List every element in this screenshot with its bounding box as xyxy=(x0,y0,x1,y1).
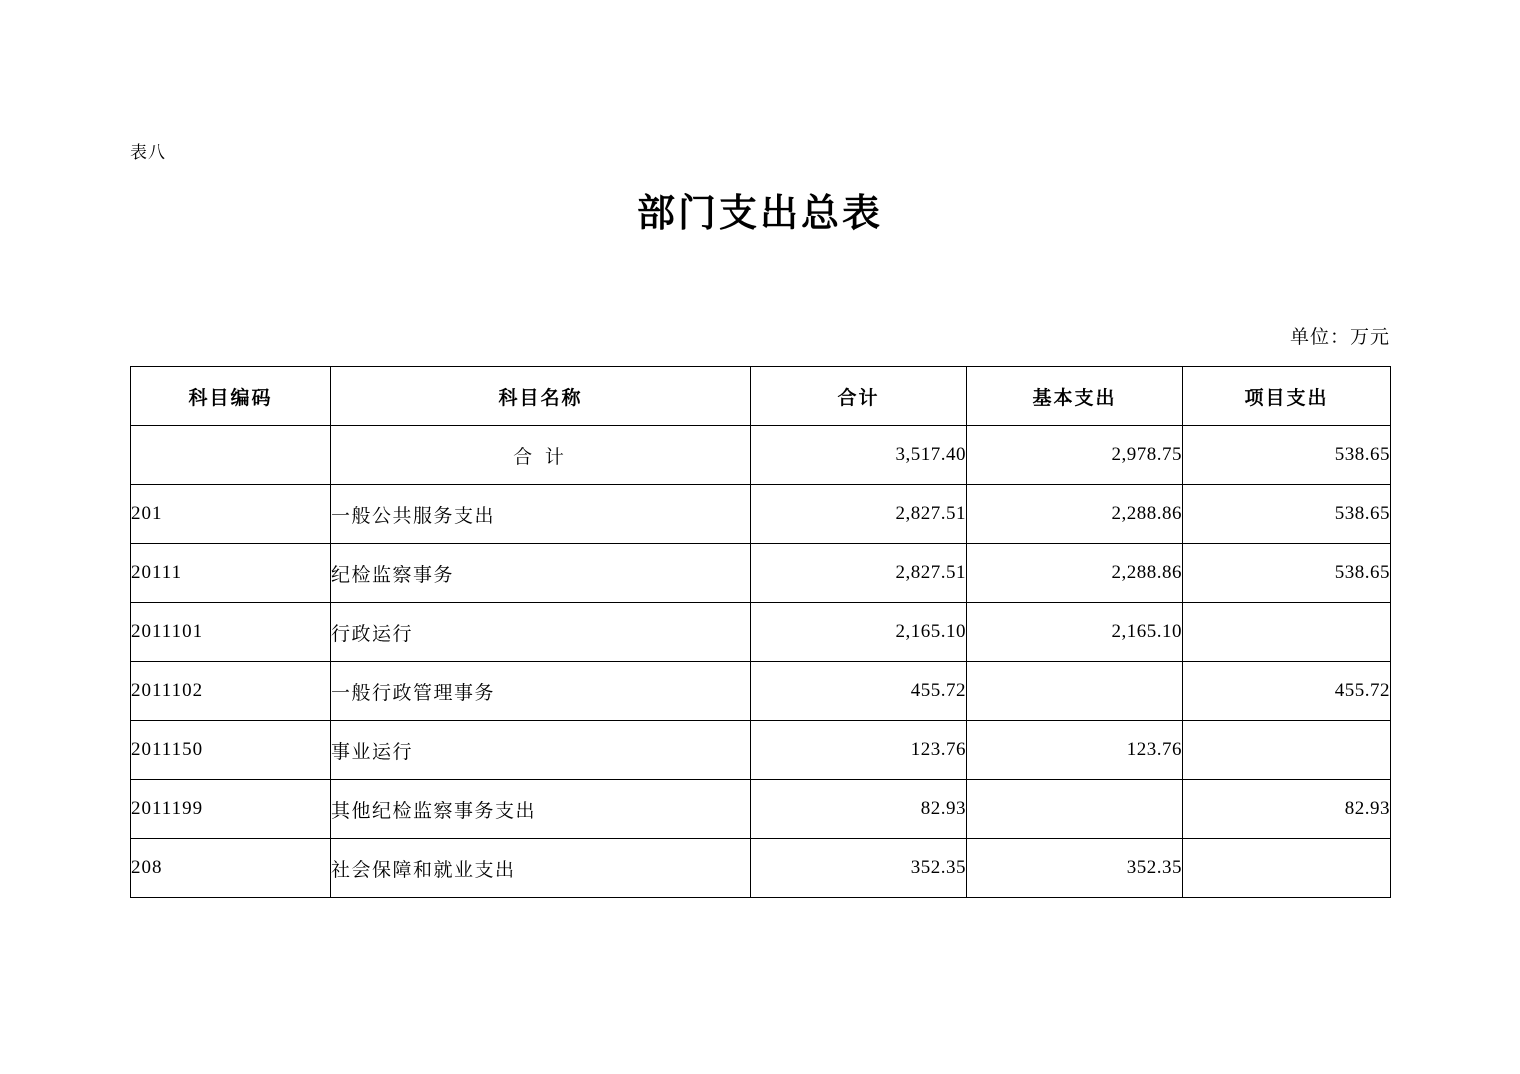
cell-project-expenditure: 538.65 xyxy=(1183,485,1391,544)
cell-subject-name: 社会保障和就业支出 xyxy=(331,839,751,898)
cell-basic-expenditure xyxy=(967,780,1183,839)
cell-project-expenditure xyxy=(1183,603,1391,662)
table-body xyxy=(131,426,1391,898)
cell-total: 2,827.51 xyxy=(751,485,967,544)
table-row xyxy=(131,426,1391,485)
table-row xyxy=(131,603,1391,662)
cell-subject-name: 合 计 xyxy=(331,426,751,485)
table-row xyxy=(131,662,1391,721)
cell-project-expenditure xyxy=(1183,721,1391,780)
cell-basic-expenditure: 2,288.86 xyxy=(967,485,1183,544)
column-header-basic: 基本支出 xyxy=(967,367,1183,426)
cell-total: 3,517.40 xyxy=(751,426,967,485)
cell-total: 352.35 xyxy=(751,839,967,898)
column-header-project: 项目支出 xyxy=(1183,367,1391,426)
page-title: 部门支出总表 xyxy=(636,193,883,235)
cell-basic-expenditure: 2,978.75 xyxy=(967,426,1183,485)
cell-subject-name: 行政运行 xyxy=(331,603,751,662)
cell-subject-code: 2011101 xyxy=(131,603,331,662)
cell-subject-name: 一般行政管理事务 xyxy=(331,662,751,721)
cell-subject-code xyxy=(131,426,331,485)
cell-total: 2,827.51 xyxy=(751,544,967,603)
cell-project-expenditure: 538.65 xyxy=(1183,544,1391,603)
cell-subject-name: 其他纪检监察事务支出 xyxy=(331,780,751,839)
cell-project-expenditure: 455.72 xyxy=(1183,662,1391,721)
cell-subject-code: 201 xyxy=(131,485,331,544)
cell-project-expenditure: 82.93 xyxy=(1183,780,1391,839)
column-header-name: 科目名称 xyxy=(331,367,751,426)
column-header-code: 科目编码 xyxy=(131,367,331,426)
cell-subject-name: 纪检监察事务 xyxy=(331,544,751,603)
cell-subject-code: 2011102 xyxy=(131,662,331,721)
cell-subject-code: 2011150 xyxy=(131,721,331,780)
cell-total: 123.76 xyxy=(751,721,967,780)
table-row xyxy=(131,721,1391,780)
cell-basic-expenditure: 123.76 xyxy=(967,721,1183,780)
sheet-number-label: 表八 xyxy=(130,143,166,162)
cell-basic-expenditure: 352.35 xyxy=(967,839,1183,898)
cell-subject-name: 一般公共服务支出 xyxy=(331,485,751,544)
table-row xyxy=(131,839,1391,898)
cell-total: 455.72 xyxy=(751,662,967,721)
table-header-row xyxy=(131,367,1391,426)
cell-subject-code: 208 xyxy=(131,839,331,898)
cell-subject-name: 事业运行 xyxy=(331,721,751,780)
table-row xyxy=(131,780,1391,839)
cell-total: 82.93 xyxy=(751,780,967,839)
table-row xyxy=(131,485,1391,544)
cell-project-expenditure: 538.65 xyxy=(1183,426,1391,485)
table-row xyxy=(131,544,1391,603)
column-header-total: 合计 xyxy=(751,367,967,426)
cell-basic-expenditure xyxy=(967,662,1183,721)
cell-project-expenditure xyxy=(1183,839,1391,898)
cell-basic-expenditure: 2,288.86 xyxy=(967,544,1183,603)
expenditure-summary-table xyxy=(130,366,1391,898)
cell-basic-expenditure: 2,165.10 xyxy=(967,603,1183,662)
cell-total: 2,165.10 xyxy=(751,603,967,662)
cell-subject-code: 20111 xyxy=(131,544,331,603)
cell-subject-code: 2011199 xyxy=(131,780,331,839)
unit-note: 单位：万元 xyxy=(1289,327,1390,348)
